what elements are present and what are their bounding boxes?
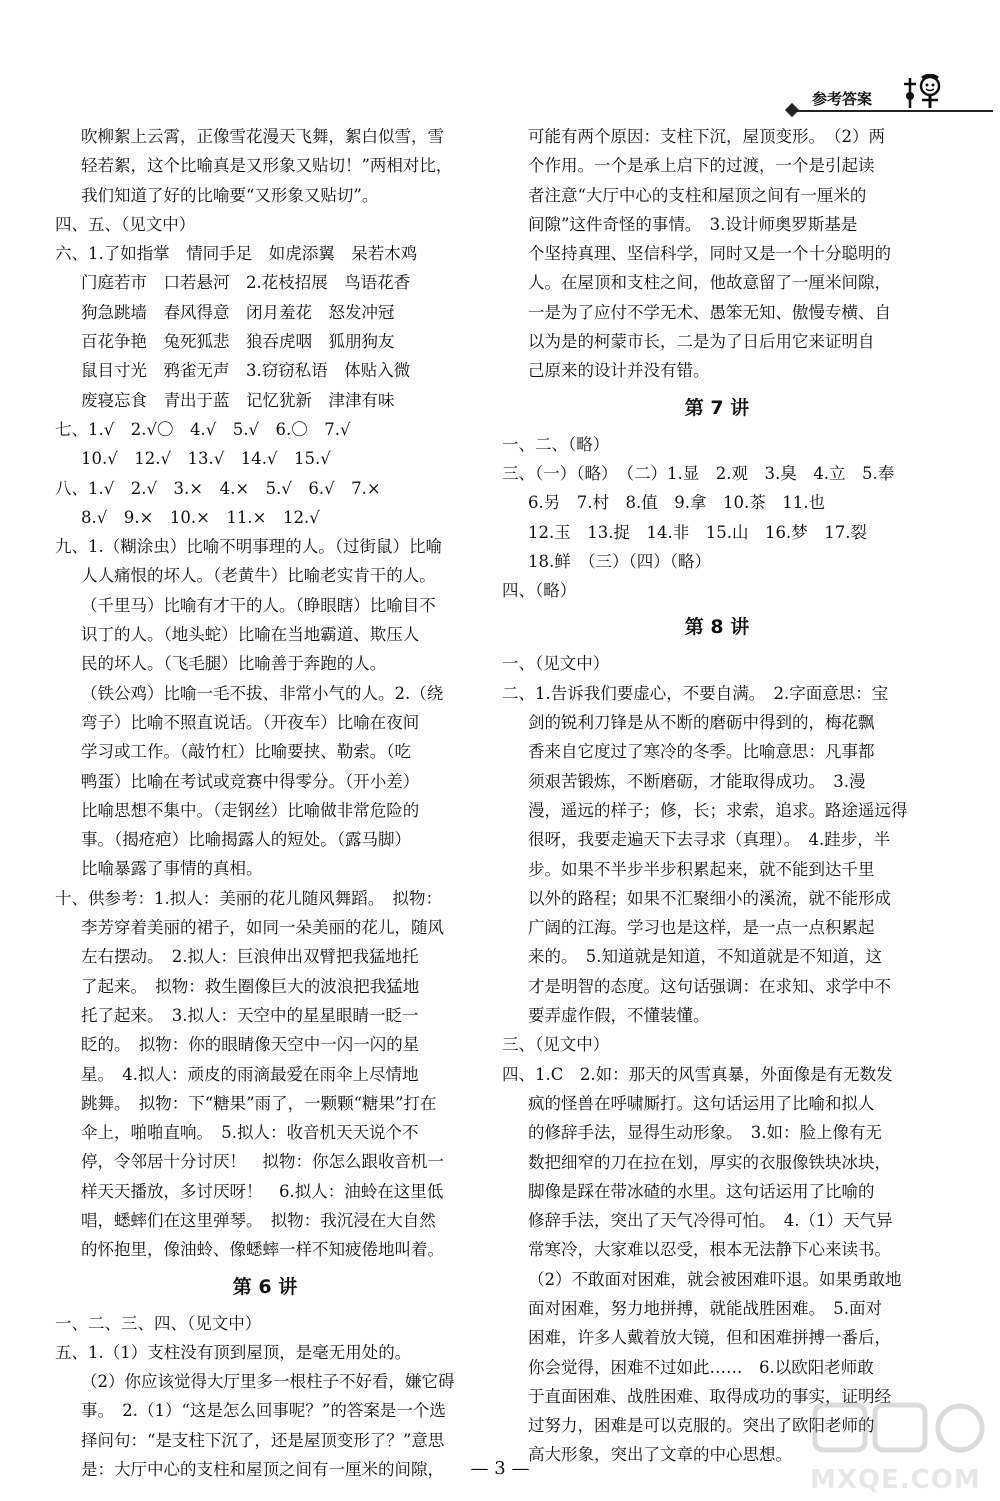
answer-line: 你会觉得，困难不过如此…… 6.以欧阳老师敢 (528, 1357, 874, 1377)
answer-line: 我们知道了好的比喻要“又形象又贴切”。 (81, 185, 379, 205)
answer-line: 6.另 7.村 8.值 9.拿 10.茶 11.也 (528, 493, 825, 513)
answer-line: 伞上，啪啪直响。 5.拟人：收音机天天说个不 (81, 1123, 419, 1143)
answer-line: 狗急跳墙 春风得意 闭月羞花 怒发冲冠 (81, 302, 395, 322)
answer-line: 8.√ 9.× 10.× 11.× 12.√ (81, 507, 320, 527)
answer-line: 样天天播放，多讨厌呀！ 6.拟人：油蛉在这里低 (81, 1181, 444, 1201)
answer-line: 比喻思想不集中。（走钢丝）比喻做非常危险的 (81, 800, 420, 820)
answer-line: 四、（略） (502, 581, 577, 601)
answer-line: 吹柳絮上云霄，正像雪花漫天飞舞，絮白似雪，雪 (81, 127, 444, 146)
answer-line: 广阔的江海。学习也是这样，是一点一点积累起 (528, 918, 875, 938)
mascot-icon (900, 74, 944, 110)
page-number: — 3 — (470, 1458, 530, 1479)
answer-line: 一是为了应付不学无术、愚笨无知、傲慢专横、自 (528, 302, 891, 322)
answer-line: 星。 4.拟人：顽皮的雨滴最爱在雨伞上尽情地 (81, 1064, 419, 1084)
answer-line: 人。在屋顶和支柱之间，他故意留了一厘米间隙， (528, 273, 891, 293)
answer-line: 比喻暴露了事情的真相。 (81, 859, 263, 879)
watermark (810, 1400, 995, 1495)
answer-line: 10.√ 12.√ 13.√ 14.√ 15.√ (81, 449, 331, 469)
lecture-heading: 第 8 讲 (684, 616, 750, 639)
answer-line: 过努力，困难是可以克服的。突出了欧阳老师的 (528, 1416, 875, 1436)
answer-line: 学习或工作。（敲竹杠）比喻要挟、勒索。（吃 (81, 742, 411, 762)
header-rule (793, 110, 993, 112)
answer-line: 很呀，我要走遍天下去寻求（真理）。 4.跬步，半 (528, 830, 891, 850)
answer-line: 十、供参考：1.拟人：美丽的花儿随风舞蹈。 拟物： (55, 888, 442, 908)
answer-line: 鼠目寸光 鸦雀无声 3.窃窃私语 体贴入微 (81, 361, 411, 381)
watermark-text: MXQE.COM (810, 1465, 981, 1495)
lecture-heading: 第 7 讲 (684, 396, 750, 419)
answer-line: 轻若絮，这个比喻真是又形象又贴切！”两相对比， (81, 156, 453, 176)
answer-line: 门庭若市 口若悬河 2.花枝招展 鸟语花香 (81, 273, 411, 293)
answer-line: 唱，蟋蟀们在这里弹琴。 拟物：我沉浸在大自然 (81, 1210, 436, 1230)
answer-line: 剑的锐利刀锋是从不断的磨砺中得到的，梅花飘 (528, 713, 875, 733)
answer-line: 的怀抱里，像油蛉、像蟋蟀一样不知疲倦地叫着。 (81, 1240, 444, 1260)
left-column (55, 122, 475, 1484)
answer-line: 托了起来。 3.拟人：天空中的星星眼睛一眨一 (81, 1005, 419, 1025)
answer-line: 停，令邻居十分讨厌！ 拟物：你怎么跟收音机一 (81, 1152, 444, 1172)
answer-line: 者注意“大厅中心的支柱和屋顶之间有一厘米的 (528, 185, 867, 205)
answer-line: 九、1.（糊涂虫）比喻不明事理的人。（过街鼠）比喻 (55, 537, 442, 557)
answer-line: 高大形象，突出了文章的中心思想。 (528, 1445, 792, 1465)
answer-line: 疯的怪兽在呼啸厮打。这句话运用了比喻和拟人 (528, 1093, 875, 1113)
answer-line: 五、1.（1）支柱没有顶到屋顶，是毫无用处的。 (55, 1342, 412, 1362)
answer-line: 以外的路程；如果不汇聚细小的溪流，就不能形成 (528, 888, 891, 908)
answer-line: 困难，许多人戴着放大镜，但和困难拼搏一番后， (528, 1328, 891, 1348)
answer-line: 二、1.告诉我们要虚心，不要自满。 2.字面意思：宝 (502, 683, 889, 703)
answer-line: （2）你应该觉得大厅里多一根柱子不好看，嫌它碍 (81, 1372, 455, 1392)
answer-line: 于直面困难、战胜困难、取得成功的事实，证明经 (528, 1386, 891, 1406)
answer-line: 弯子）比喻不照直说话。（开夜车）比喻在夜间 (81, 712, 420, 732)
answer-line: 个坚持真理、坚信科学，同时又是一个十分聪明的 (528, 244, 891, 264)
answer-line: 12.玉 13.捉 14.非 15.山 16.梦 17.裂 (528, 522, 867, 542)
answer-line: 须艰苦锻炼，不断磨砺，才能取得成功。 3.漫 (528, 771, 866, 791)
answer-line: 步。如果不半步半步积累起来，就不能到达千里 (528, 859, 875, 879)
answer-line: 才是明智的态度。这句话强调：在求知、求学中不 (528, 976, 891, 996)
answer-line: 眨的。 拟物：你的眼睛像天空中一闪一闪的星 (81, 1035, 420, 1055)
answer-line: 跳舞。 拟物：下“糖果”雨了，一颗颗“糖果”打在 (81, 1093, 437, 1113)
answer-line: （铁公鸡）比喻一毛不拔、非常小气的人。2.（绕 (81, 683, 444, 703)
answer-line: （千里马）比喻有才干的人。（睁眼瞎）比喻目不 (81, 595, 436, 615)
header-label: 参考答案 (812, 90, 873, 108)
answer-line: 是：大厅中心的支柱和屋顶之间有一厘米的间隙， (81, 1460, 444, 1480)
answer-line: 常寒冷，大家难以忍受，根本无法静下心来读书。 (528, 1240, 891, 1260)
answer-line: 识丁的人。（地头蛇）比喻在当地霸道、欺压人 (81, 625, 420, 645)
answer-line: 四、1.C 2.如：那天的风雪真暴，外面像是有无数发 (502, 1064, 893, 1084)
answer-line: 人人痛恨的坏人。（老黄牛）比喻老实肯干的人。 (81, 566, 436, 586)
answer-line: 己原来的设计并没有错。 (528, 361, 710, 381)
answer-line: 三、（一）（略） （二）1.显 2.观 3.臭 4.立 5.奉 (502, 463, 895, 483)
answer-line: 鸭蛋）比喻在考试或竞赛中得零分。（开小差） (81, 771, 420, 791)
answer-line: 事。 2.（1）“这是怎么回事呢？”的答案是一个选 (81, 1401, 446, 1421)
answer-line: 的修辞手法，显得生动形象。 3.如：脸上像有无 (528, 1123, 882, 1143)
answer-line: 个作用。一个是承上启下的过渡，一个是引起读 (528, 156, 875, 176)
answer-line: 七、1.√ 2.√〇 4.√ 5.√ 6.〇 7.√ (55, 419, 351, 439)
answer-line: 择问句：“是支柱下沉了，还是屋顶变形了？”意思 (81, 1430, 445, 1450)
answer-line: 李芳穿着美丽的裙子，如同一朵美丽的花儿，随风 (81, 918, 444, 938)
lecture-heading: 第 6 讲 (232, 1275, 298, 1298)
answer-line: 三、（见文中） (502, 1035, 610, 1055)
answer-line: 一、二、三、四、（见文中） (55, 1313, 262, 1333)
watermark-logo-icon (810, 1400, 995, 1460)
right-column (502, 122, 932, 1470)
answer-line: 一、（见文中） (502, 654, 610, 674)
answer-line: 修辞手法，突出了天气冷得可怕。 4.（1）天气异 (528, 1211, 893, 1231)
answer-line: 可能有两个原因：支柱下沉，屋顶变形。 （2）两 (528, 127, 885, 146)
answer-line: 来的。 5.知道就是知道，不知道就是不知道，这 (528, 947, 882, 967)
answer-line: 间隙”这件奇怪的事情。 3.设计师奥罗斯基是 (528, 214, 858, 234)
answer-line: 八、1.√ 2.√ 3.× 4.× 5.√ 6.√ 7.× (55, 478, 381, 498)
answer-line: 香来自它度过了寒冷的冬季。比喻意思：凡事都 (528, 742, 875, 762)
answer-line: 数把细窄的刀在拉在划，厚实的衣服像铁块冰块， (528, 1152, 891, 1172)
answer-line: 18.鲜 （三）（四）（略） (528, 551, 711, 571)
answer-line: 脚像是踩在带冰碴的水里。这句话运用了比喻的 (528, 1181, 875, 1201)
answer-line: 民的坏人。（飞毛腿）比喻善于奔跑的人。 (81, 654, 387, 674)
answer-line: 面对困难，努力地拼搏，就能战胜困难。 5.面对 (528, 1298, 882, 1318)
answer-line: 了起来。 拟物：救生圈像巨大的波浪把我猛地 (81, 976, 420, 996)
answer-line: 要弄虚作假，不懂装懂。 (528, 1006, 710, 1026)
answer-line: 事。（揭疮疤）比喻揭露人的短处。（露马脚） (81, 830, 411, 850)
answer-line: 一、二、（略） (502, 434, 610, 454)
answer-line: （2）不敢面对困难，就会被困难吓退。如果勇敢地 (528, 1269, 902, 1289)
answer-line: 六、1.了如指掌 情同手足 如虎添翼 呆若木鸡 (55, 244, 418, 264)
answer-line: 以为是的柯蒙市长，二是为了日后用它来证明自 (528, 332, 875, 352)
answer-line: 废寝忘食 青出于蓝 记忆犹新 津津有味 (81, 390, 395, 410)
answer-line: 漫，遥远的样子；修，长；求索，追求。路途遥远得 (528, 800, 908, 820)
answer-line: 百花争艳 兔死狐悲 狼吞虎咽 狐朋狗友 (81, 332, 395, 352)
answer-line: 左右摆动。 2.拟人：巨浪伸出双臂把我猛地托 (81, 947, 419, 967)
answer-line: 四、五、（见文中） (55, 214, 196, 234)
